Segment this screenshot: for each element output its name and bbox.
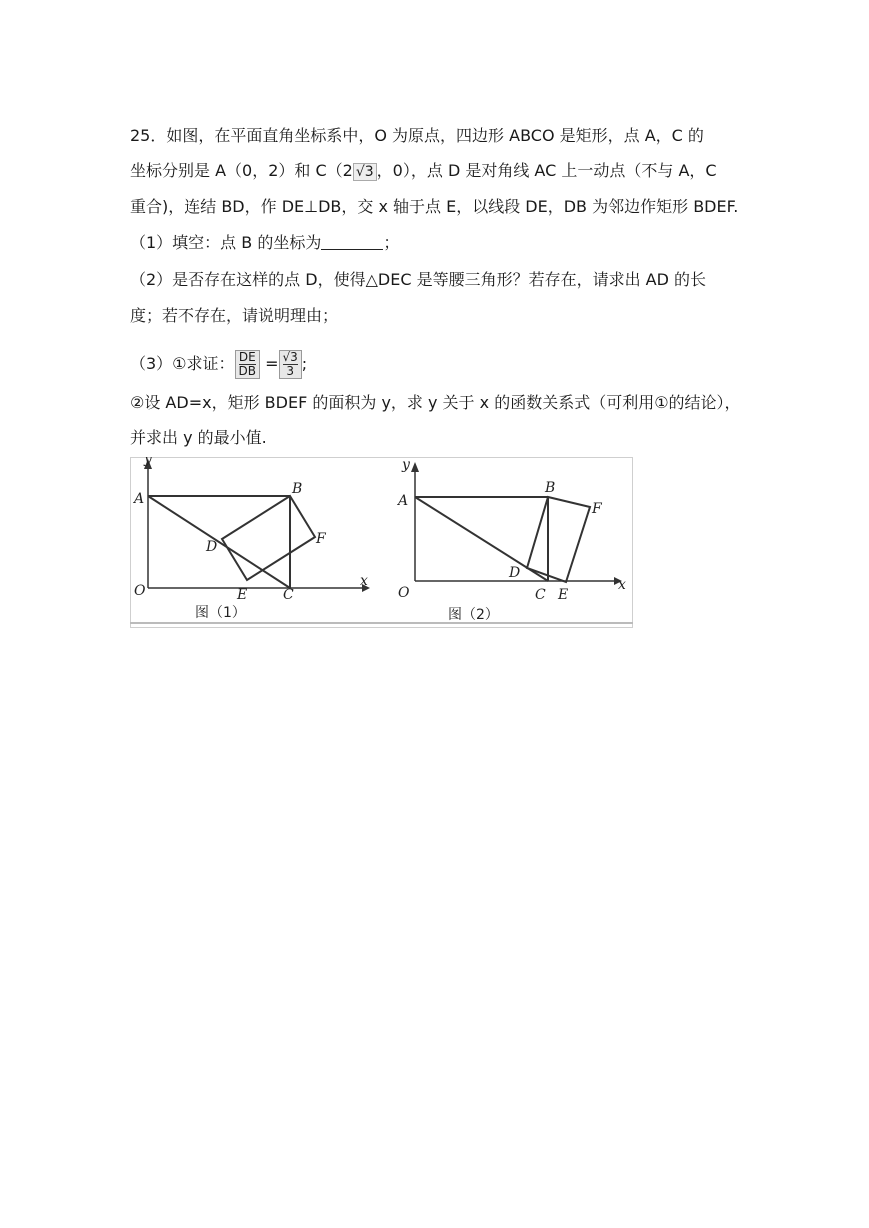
problem-text-2a: 坐标分别是 A（0，2）和 C（2 — [130, 161, 353, 180]
fig1-label-O: O — [134, 583, 146, 599]
fig1-label-D: D — [206, 539, 218, 555]
problem-number: 25． — [130, 126, 167, 145]
question-3 — [130, 346, 790, 382]
problem-line-3 — [130, 197, 790, 217]
question-3b-line-1 — [130, 393, 790, 413]
fig1-caption: 图（1） — [195, 605, 246, 621]
fig2-label-x: x — [618, 577, 626, 593]
problem-text-3: 重合)，连结 BD，作 DE⊥DB，交 x 轴于点 E，以线段 DE，DB 为邻边作矩形 BDEF. — [130, 197, 739, 216]
fig2-caption: 图（2） — [448, 607, 499, 623]
fig1-label-C: C — [283, 587, 294, 603]
figure-strip — [130, 457, 633, 628]
fig2-label-B: B — [545, 480, 556, 496]
fig1-label-B: B — [292, 481, 303, 497]
figures-svg — [130, 457, 633, 628]
fig2-label-F: F — [592, 501, 602, 517]
fig2-label-A: A — [398, 493, 409, 509]
question-2-line-2 — [130, 306, 790, 326]
problem-text-1: 如图，在平面直角坐标系中，O 为原点，四边形 ABCO 是矩形，点 A，C 的 — [166, 126, 704, 145]
question-2-text-2: 度；若不存在，请说明理由； — [130, 306, 339, 325]
question-1-end: ； — [383, 233, 400, 252]
fig1-label-E: E — [237, 587, 248, 603]
problem-line-1 — [130, 126, 790, 146]
fig1-label-F: F — [316, 531, 326, 547]
problem-line-2 — [130, 161, 790, 181]
question-1-text: （1）填空：点 B 的坐标为 — [130, 233, 322, 252]
question-3b-text-1: ②设 AD=x，矩形 BDEF 的面积为 y，求 y 关于 x 的函数关系式（可利用①的结论）， — [130, 393, 741, 412]
fig2-label-E: E — [558, 587, 569, 603]
fig1-label-A: A — [134, 491, 145, 507]
question-3-end: ; — [301, 354, 308, 373]
question-3-text: （3）①求证： — [130, 354, 235, 373]
fig2-label-O: O — [398, 585, 410, 601]
question-1 — [130, 233, 790, 253]
fig2-label-y: y — [402, 457, 410, 473]
question-2-line-1 — [130, 270, 790, 290]
problem-text-2b: ，0），点 D 是对角线 AC 上一动点（不与 A，C — [376, 161, 717, 180]
question-3b-line-2 — [130, 428, 790, 448]
question-3b-text-2: 并求出 y 的最小值. — [130, 428, 267, 447]
fig2-label-C: C — [535, 587, 546, 603]
fig1-label-y: y — [144, 457, 152, 467]
fraction-de-db: $\frac{DE}{DB}$ — [235, 350, 260, 379]
sqrt-3-image: √3 — [353, 163, 377, 181]
question-2-text-1: （2）是否存在这样的点 D，使得△DEC 是等腰三角形？若存在，请求出 AD 的长 — [130, 270, 707, 289]
fraction-sqrt3-over-3: $\frac{√3}{3}$ — [279, 350, 302, 379]
fig2-label-D: D — [509, 565, 521, 581]
fig1-label-x: x — [360, 573, 368, 589]
equals-sign: = — [265, 354, 279, 373]
answer-blank[interactable] — [321, 233, 383, 250]
